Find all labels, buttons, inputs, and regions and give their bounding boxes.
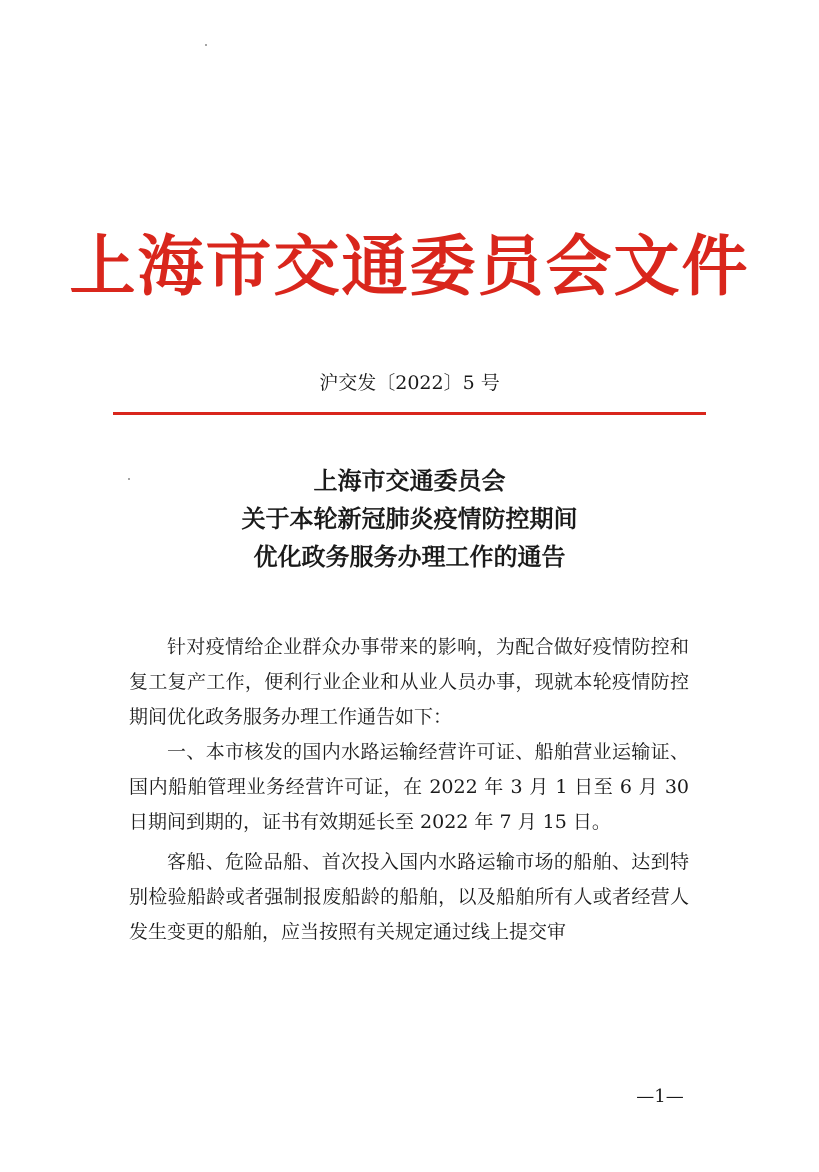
document-number: 沪交发〔2022〕5 号 bbox=[319, 372, 500, 394]
notice-body bbox=[129, 630, 689, 950]
red-divider-line bbox=[113, 412, 706, 415]
notice-title-line: 关于本轮新冠肺炎疫情防控期间 bbox=[241, 504, 578, 533]
page-number: —1— bbox=[636, 1086, 684, 1107]
notice-title bbox=[0, 462, 819, 576]
body-paragraph: 客船、危险品船、首次投入国内水路运输市场的船舶、达到特别检验船龄或者强制报废船龄的船舶，以及船舶所有人或者经营人发生变更的船舶，应当按照有关规定通过线上提交审 bbox=[129, 851, 689, 943]
document-header-title: 上海市交通委员会文件 bbox=[69, 227, 750, 305]
scan-speck bbox=[205, 44, 207, 46]
notice-title-line: 上海市交通委员会 bbox=[313, 466, 506, 495]
body-paragraph: 针对疫情给企业群众办事带来的影响，为配合做好疫情防控和复工复产工作，便利行业企业和从业人员办事，现就本轮疫情防控期间优化政务服务办理工作通告如下： bbox=[129, 636, 689, 728]
notice-title-line: 优化政务服务办理工作的通告 bbox=[253, 542, 566, 571]
body-paragraph: 一、本市核发的国内水路运输经营许可证、船舶营业运输证、国内船舶管理业务经营许可证，在 2022 年 3 月 1 日至 6 月 30 日期间到期的，证书有效期延长至 2022 年 7 月 15 日。 bbox=[129, 741, 689, 833]
